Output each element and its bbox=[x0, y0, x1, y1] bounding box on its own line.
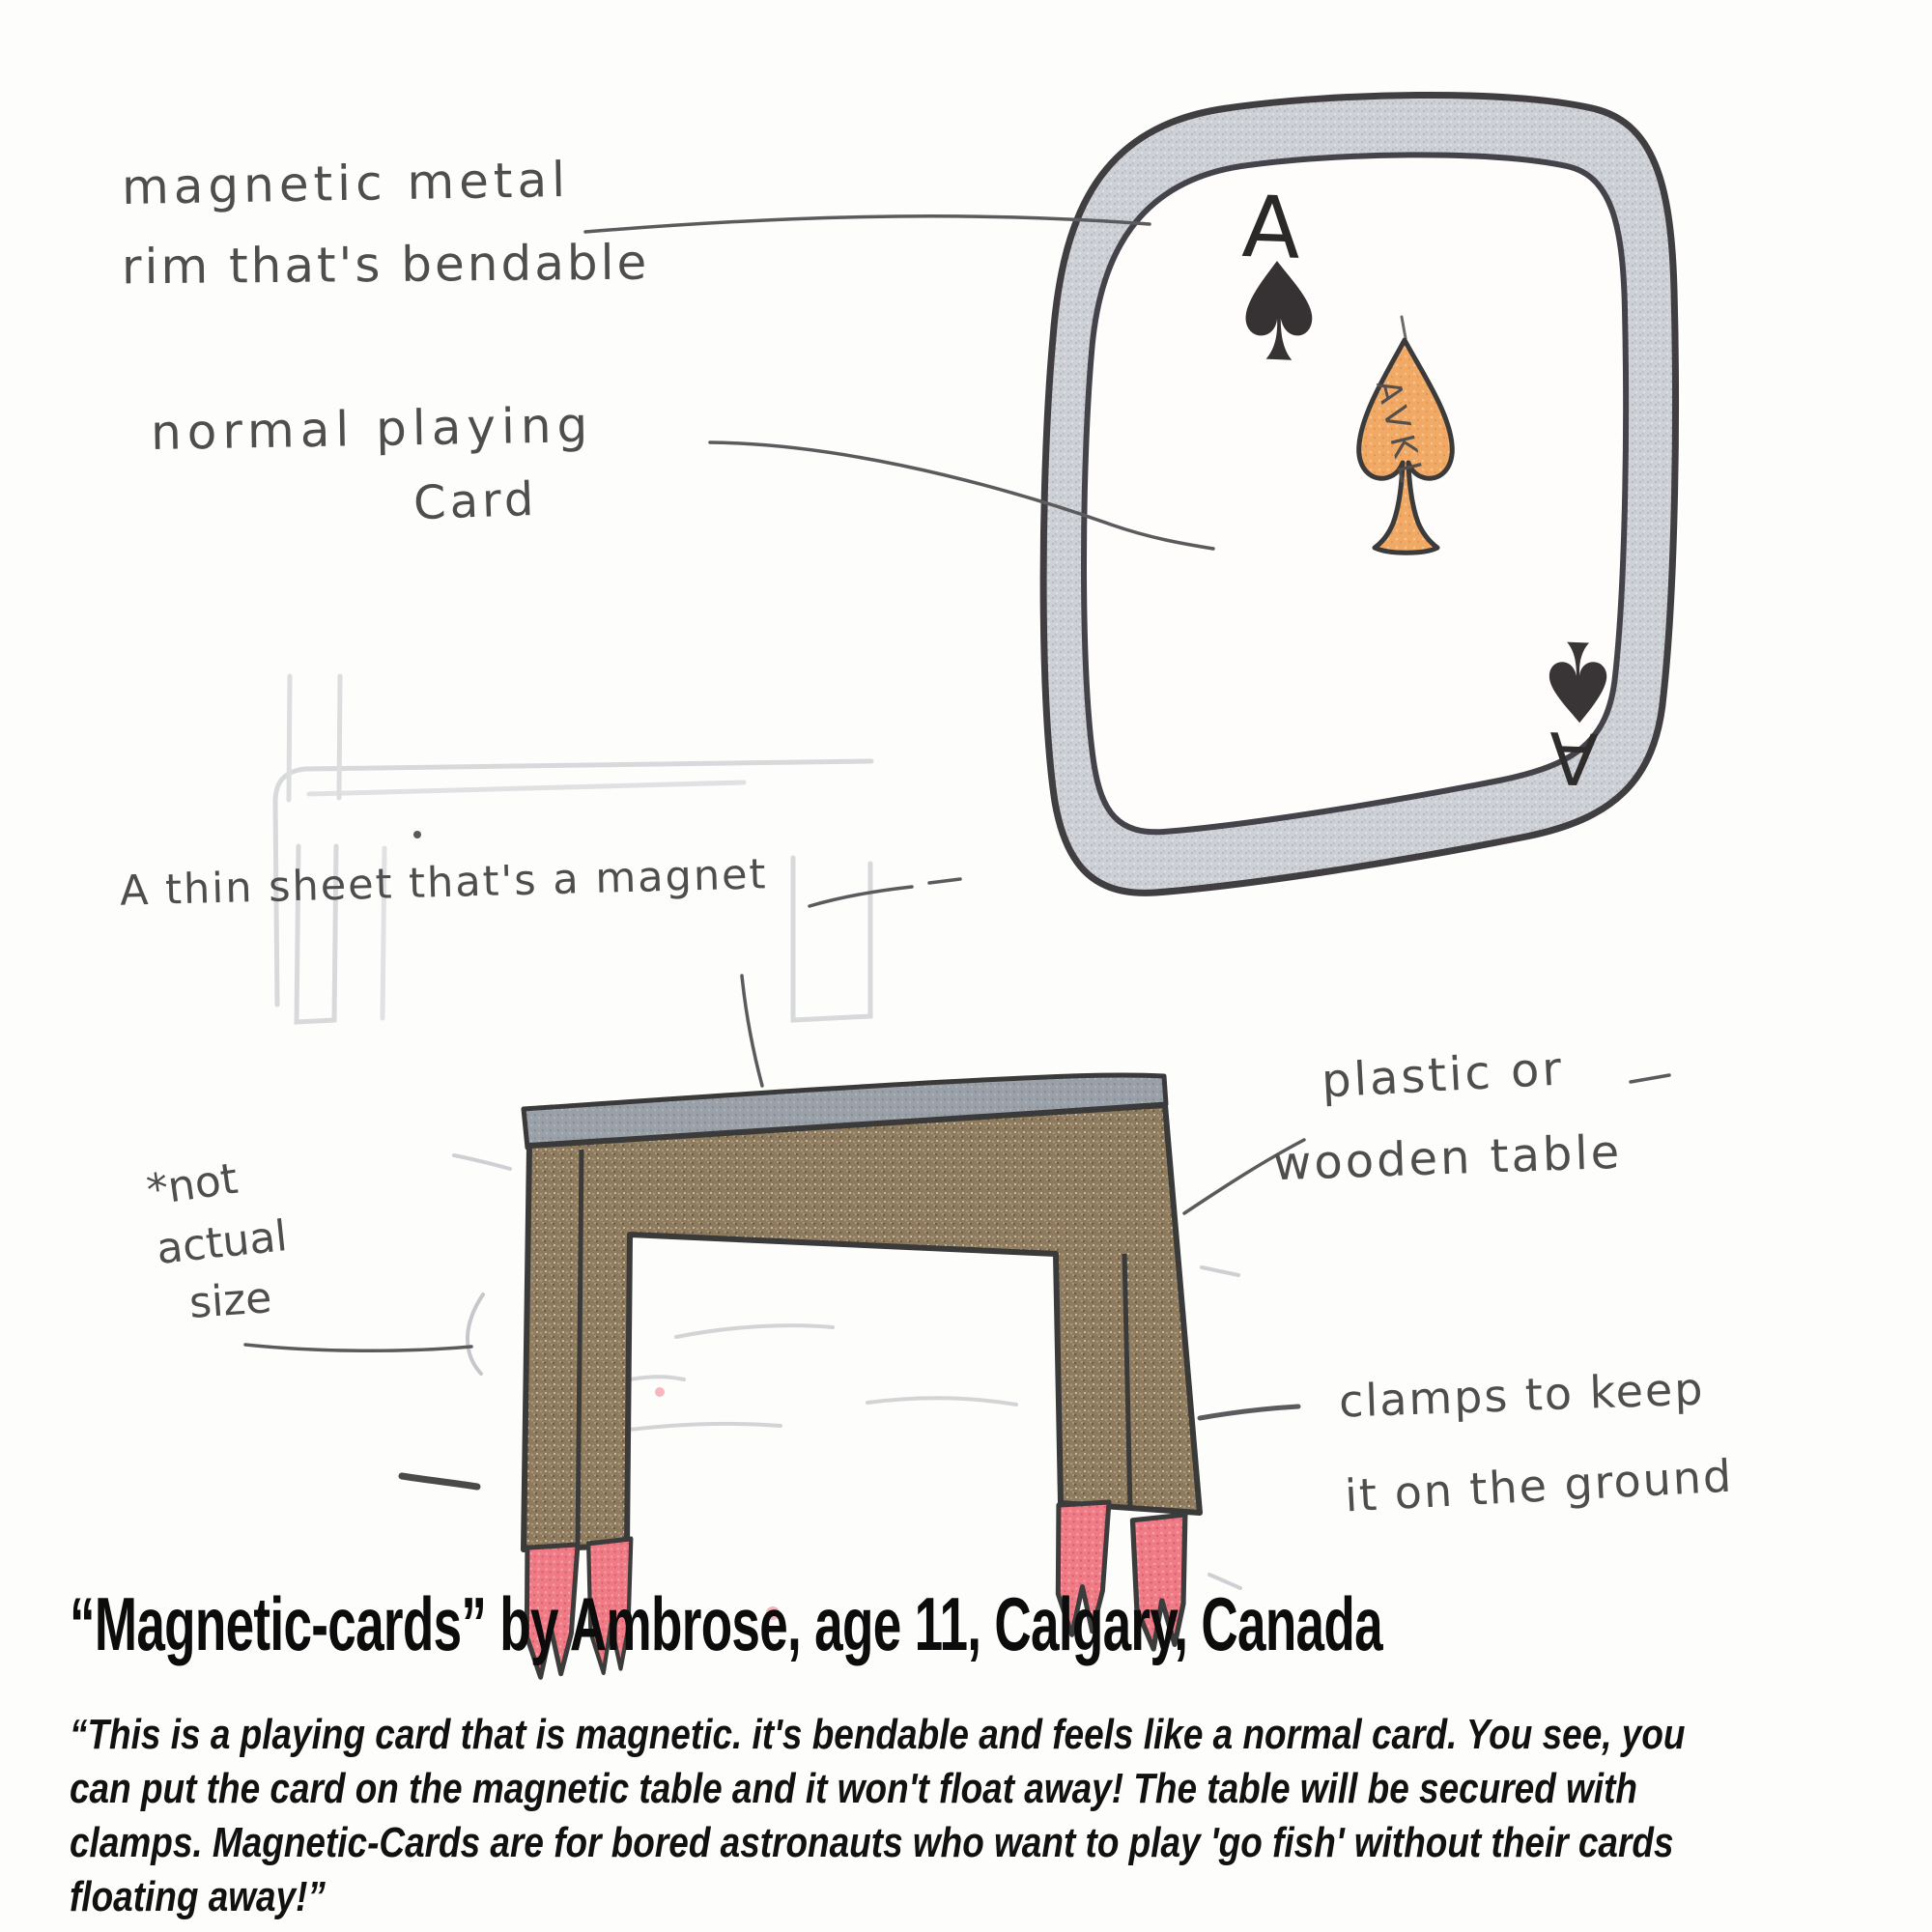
stray-dark-dash bbox=[402, 1476, 477, 1487]
erased-scribble-left-of-table bbox=[468, 1294, 483, 1374]
erased-leg-strip-3 bbox=[793, 858, 870, 1020]
erased-leg-left-pair bbox=[289, 676, 340, 800]
pointer-size-label bbox=[245, 1345, 471, 1350]
caption-title: “Magnetic-cards” by Ambrose, age 11, Calgary, Canada bbox=[70, 1581, 1382, 1666]
card-rank-bottom-right: A bbox=[1548, 715, 1600, 800]
label-table-line2: wooden table bbox=[1272, 1124, 1624, 1192]
pointer-sheet-to-table bbox=[742, 976, 762, 1086]
label-magnetic-rim-line2: rim that's bendable bbox=[121, 234, 650, 296]
caption-quote bbox=[70, 1708, 1686, 1924]
label-not-actual-size-line3: size bbox=[187, 1273, 273, 1328]
pointer-clamps-label bbox=[1200, 1406, 1298, 1418]
pointer-rim-label bbox=[585, 216, 1150, 232]
pink-smudge-2 bbox=[655, 1387, 665, 1397]
caption-quote-line: clamps. Magnetic-Cards are for bored astronauts who want to play 'go fish' without their cards bbox=[70, 1819, 1674, 1866]
erased-tabletop-line2 bbox=[309, 782, 744, 794]
table-body-brown bbox=[524, 1105, 1200, 1549]
card-rank-top-left: A bbox=[1240, 176, 1303, 279]
card-center-spade-text: AVKL bbox=[1368, 376, 1433, 493]
label-magnet-sheet: A thin sheet that's a magnet bbox=[119, 850, 769, 916]
table-drawing bbox=[413, 831, 1200, 1678]
label-playing-card-line2: Card bbox=[412, 471, 539, 531]
label-magnetic-rim-line1: magnetic metal bbox=[121, 151, 571, 216]
pointer-sheet-to-card bbox=[810, 879, 960, 906]
erased-dashes-in-table-opening bbox=[614, 1325, 1016, 1432]
pencil-dot bbox=[413, 831, 421, 838]
caption-quote-line: “This is a playing card that is magnetic. it's bendable and feels like a normal card. You see, you bbox=[70, 1711, 1686, 1758]
label-table-line1: plastic or bbox=[1320, 1041, 1566, 1109]
caption-quote-line: floating away!” bbox=[70, 1873, 326, 1920]
label-playing-card-line1: normal playing bbox=[150, 397, 594, 461]
caption-quote-line: can put the card on the magnetic table and it won't float away! The table will be secured with bbox=[70, 1765, 1637, 1812]
label-clamps-line2: it on the ground bbox=[1343, 1449, 1735, 1522]
label-not-actual-size-line2: actual bbox=[154, 1211, 290, 1274]
label-not-actual-size-line1: *not bbox=[143, 1153, 242, 1216]
label-clamps-line1: clamps to keep bbox=[1338, 1362, 1706, 1428]
